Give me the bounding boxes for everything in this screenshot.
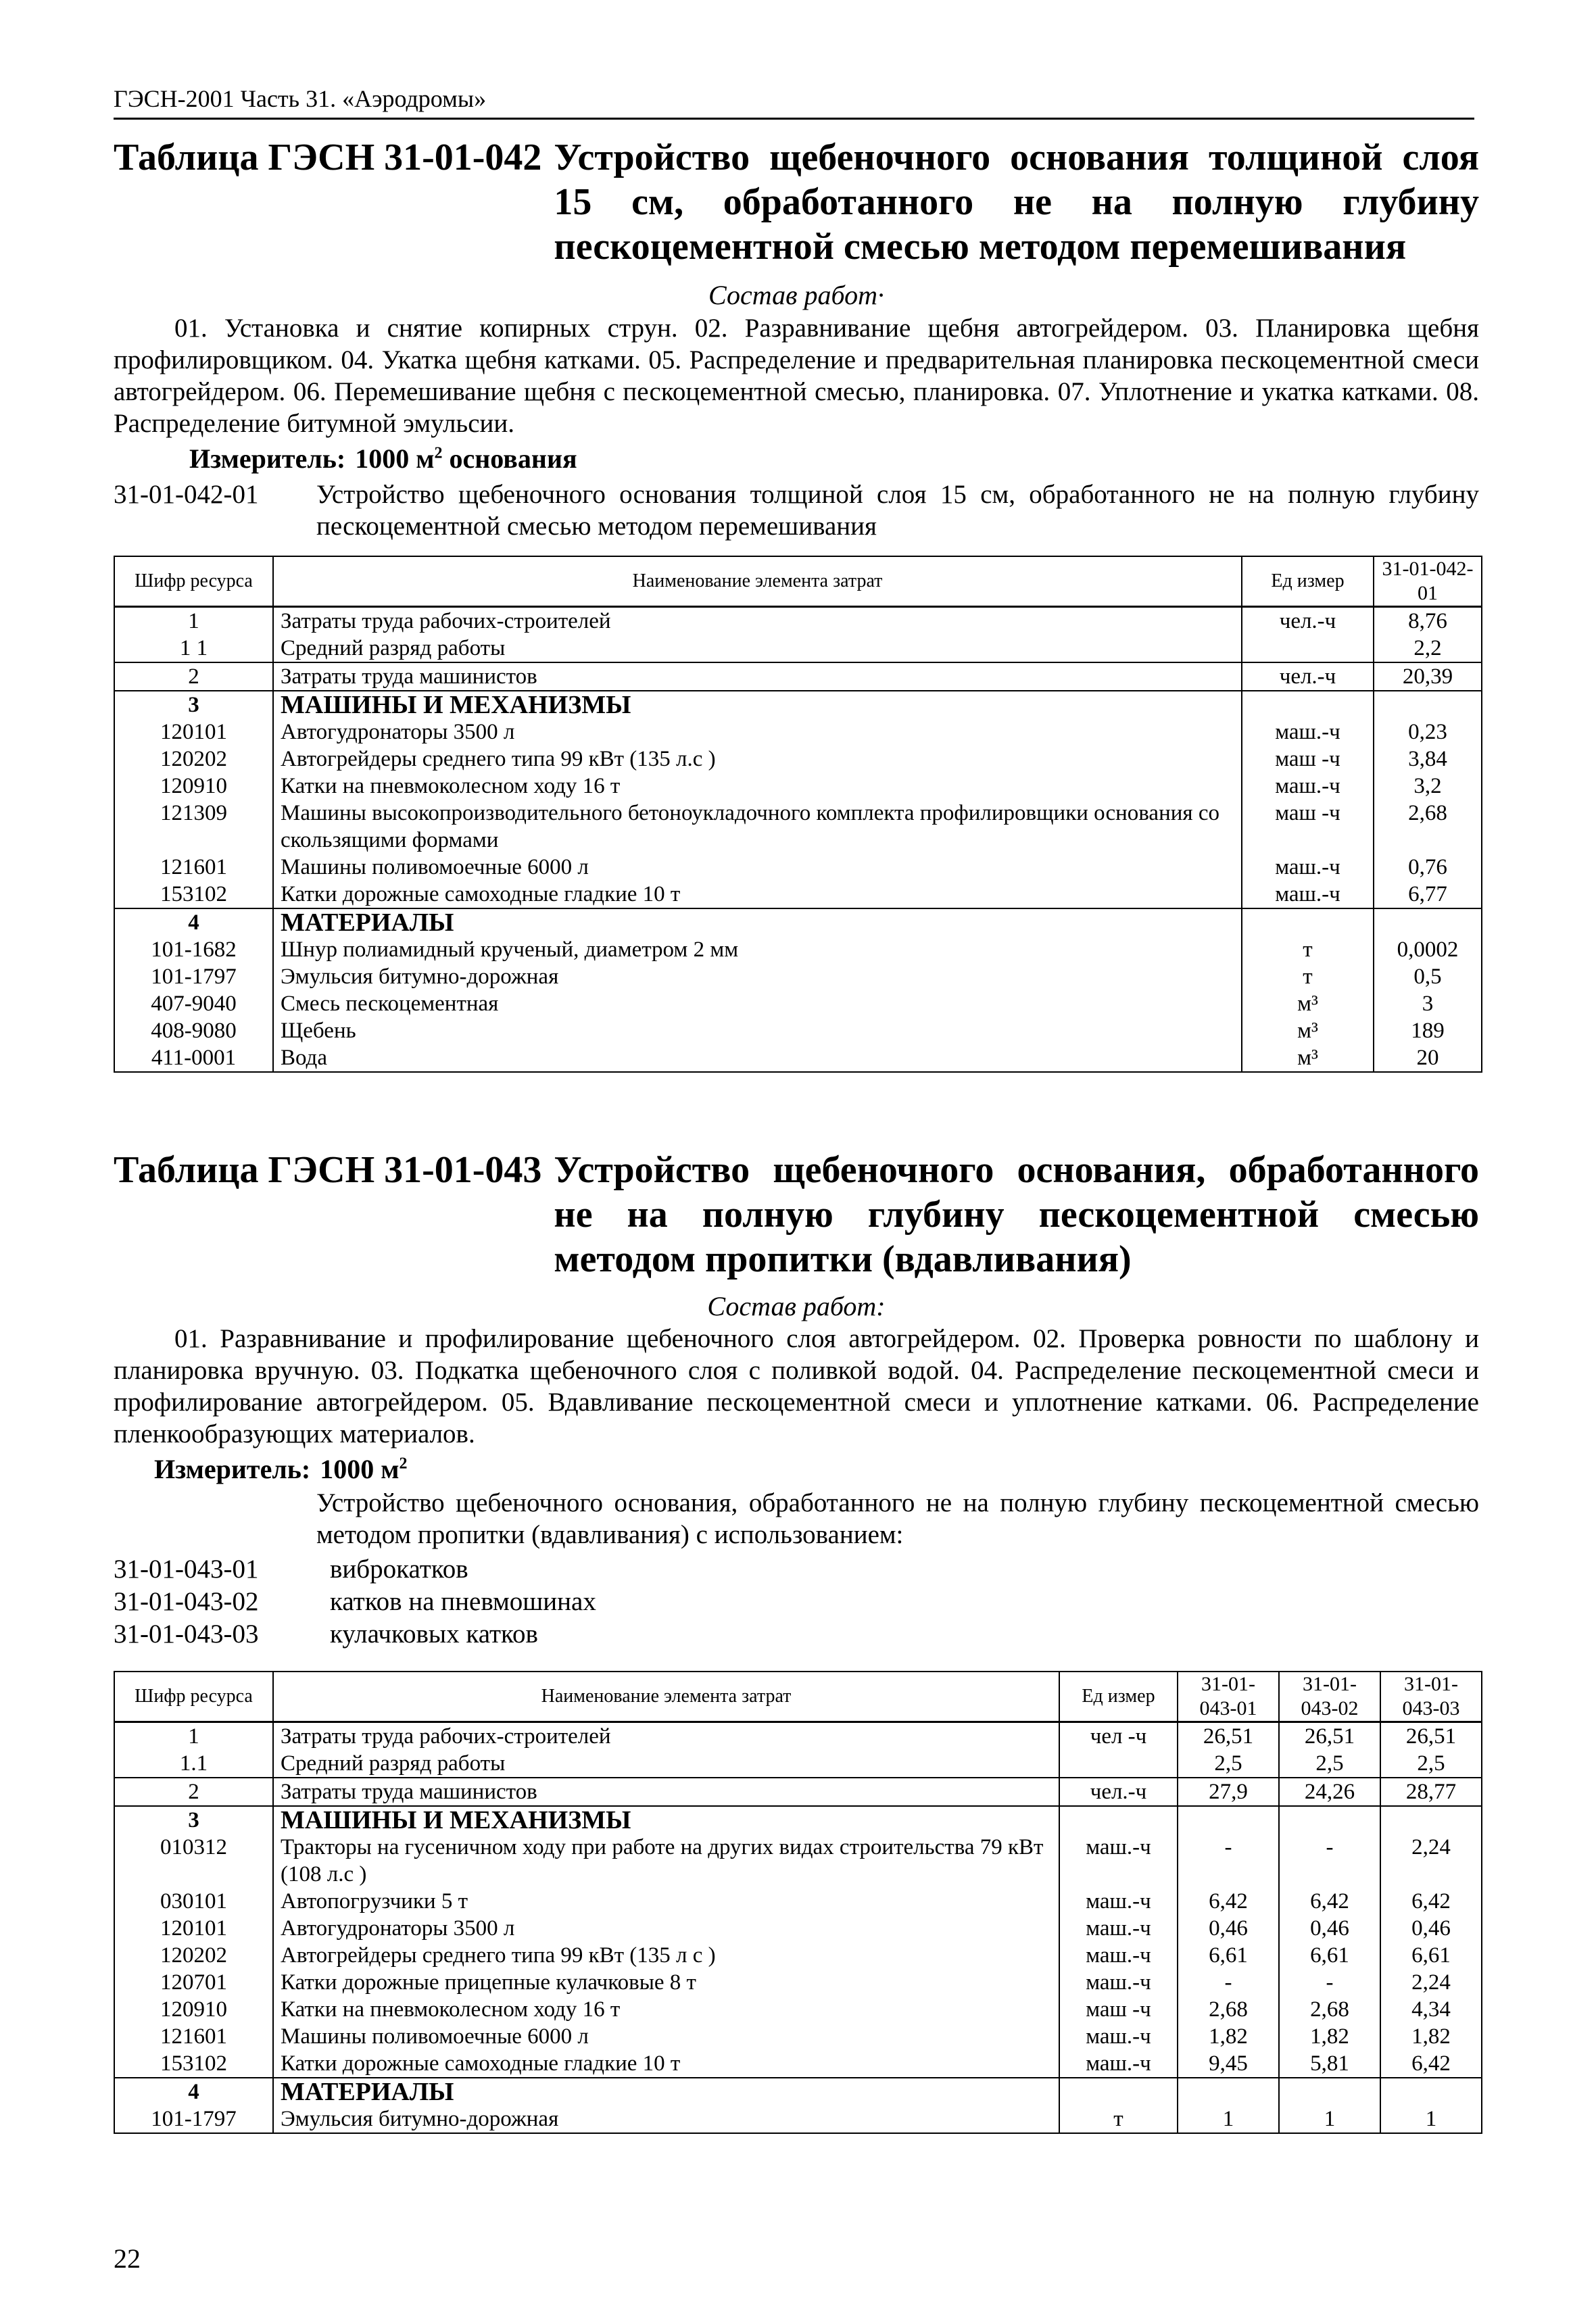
- table-row: [114, 2023, 1482, 2050]
- table-row: [114, 1969, 1482, 1996]
- resource-code: 407-9040: [114, 990, 273, 1017]
- resource-unit: [1242, 635, 1374, 662]
- resource-name: Затраты труда рабочих-строителей: [273, 1722, 1059, 1751]
- norm-value: 0,46: [1279, 1915, 1380, 1942]
- resource-unit: чел.-ч: [1059, 1778, 1178, 1806]
- measure-value: 1000 м: [355, 443, 435, 474]
- norm-value: 2,24: [1380, 1834, 1482, 1888]
- table-row: [114, 635, 1482, 662]
- norm-value: 1,82: [1380, 2023, 1482, 2050]
- table-row: [114, 718, 1482, 746]
- norm-value: 6,42: [1279, 1888, 1380, 1915]
- table-row: [114, 746, 1482, 773]
- table-row: [114, 1996, 1482, 2023]
- col-header-name: Наименование элемента затрат: [273, 556, 1242, 607]
- table-group-row: [114, 908, 1482, 936]
- norm-value: -: [1279, 1969, 1380, 1996]
- resource-code: 120101: [114, 1915, 273, 1942]
- resource-unit: т: [1059, 2105, 1178, 2133]
- norm-value: 3,84: [1374, 746, 1482, 773]
- norm-value: [1380, 1806, 1482, 1834]
- works-description: 01. Разравнивание и профилирование щебеночного слоя автогрейдером. 02. Проверка ровности по шаблону и планировка вручную. 03. Подкатка щебеночного слоя с поливкой водой. 04. Распределение пескоцементной смеси и профилирование автогрейдером. 05. Вдавливание пескоцементной смеси и уплотнение катками. 06. Распределение пленкообразующих материалов.: [114, 1324, 1479, 1448]
- resource-unit: [1059, 1750, 1178, 1778]
- norm-value: 20,39: [1374, 662, 1482, 691]
- measure-line: [189, 443, 577, 475]
- col-header-unit: Ед измер: [1059, 1672, 1178, 1722]
- resource-code: 1.1: [114, 1750, 273, 1778]
- resource-name: МАТЕРИАЛЫ: [273, 908, 1242, 936]
- resource-name: Средний разряд работы: [273, 635, 1242, 662]
- col-header-unit: Ед измер: [1242, 556, 1374, 607]
- resource-unit: маш.-ч: [1242, 881, 1374, 908]
- norm-value: 0,46: [1178, 1915, 1279, 1942]
- norm-value: 3,2: [1374, 773, 1482, 800]
- page-number: 22: [114, 2243, 141, 2274]
- resource-table-043: [114, 1671, 1482, 2134]
- resource-unit: чел.-ч: [1242, 662, 1374, 691]
- table-row: [114, 607, 1482, 635]
- resource-code: 4: [114, 2078, 273, 2105]
- col-header-norm: 31-01-043-02: [1279, 1672, 1380, 1722]
- resource-unit: [1059, 1806, 1178, 1834]
- measure-label: Измеритель:: [154, 1454, 311, 1484]
- norm-value: 1: [1178, 2105, 1279, 2133]
- measure-suffix: основания: [442, 443, 577, 474]
- table-row: [114, 1750, 1482, 1778]
- table-title-text: Устройство щебеночного основания толщиной слоя 15 см, обработанного не на полную глубину пескоцементной смесью методом перемешивания: [554, 137, 1479, 268]
- table-row: [114, 2050, 1482, 2078]
- resource-name: Машины высокопроизводительного бетоноукладочного комплекта профилировщики основания со скользящими формами: [273, 800, 1242, 854]
- resource-code: 121309: [114, 800, 273, 854]
- resource-code: 2: [114, 662, 273, 691]
- resource-code: 101-1682: [114, 936, 273, 963]
- resource-unit: маш -ч: [1059, 1996, 1178, 2023]
- resource-unit: маш.-ч: [1242, 773, 1374, 800]
- resource-unit: маш.-ч: [1059, 1834, 1178, 1888]
- norm-value: -: [1279, 1834, 1380, 1888]
- resource-code: 120202: [114, 746, 273, 773]
- resource-name: Катки на пневмоколесном ходу 16 т: [273, 1996, 1059, 2023]
- resource-unit: маш.-ч: [1059, 1888, 1178, 1915]
- norm-value: 28,77: [1380, 1778, 1482, 1806]
- resource-code: 120701: [114, 1969, 273, 1996]
- resource-name: Смесь пескоцементная: [273, 990, 1242, 1017]
- resource-code: 120910: [114, 773, 273, 800]
- resource-unit: маш.-ч: [1059, 1942, 1178, 1969]
- norm-description: катков на пневмошинах: [330, 1587, 596, 1616]
- resource-name: Автогрейдеры среднего типа 99 кВт (135 л.с ): [273, 746, 1242, 773]
- table-row: [114, 854, 1482, 881]
- measure-sup: 2: [434, 444, 443, 462]
- resource-code: 101-1797: [114, 963, 273, 990]
- norm-row: [114, 1618, 1479, 1650]
- table-row: [114, 1915, 1482, 1942]
- table-group-row: [114, 691, 1482, 718]
- norm-value: -: [1178, 1969, 1279, 1996]
- norm-value: 6,42: [1380, 1888, 1482, 1915]
- table-row: [114, 1888, 1482, 1915]
- resource-code: 1: [114, 1722, 273, 1751]
- resource-code: 408-9080: [114, 1017, 273, 1044]
- resource-name: Шнур полиамидный крученый, диаметром 2 мм: [273, 936, 1242, 963]
- norm-value: [1279, 1806, 1380, 1834]
- norm-value: 2,68: [1374, 800, 1482, 854]
- page-header: ГЭСН-2001 Часть 31. «Аэродромы»: [114, 82, 1474, 120]
- norm-value: 0,76: [1374, 854, 1482, 881]
- resource-code: 2: [114, 1778, 273, 1806]
- norm-value: 2,5: [1279, 1750, 1380, 1778]
- resource-code: 3: [114, 1806, 273, 1834]
- resource-table-042: [114, 556, 1482, 1073]
- norm-value: 9,45: [1178, 2050, 1279, 2078]
- norm-value: 6,42: [1178, 1888, 1279, 1915]
- norm-value: 2,68: [1178, 1996, 1279, 2023]
- resource-name: Затраты труда машинистов: [273, 1778, 1059, 1806]
- measure-label: Измеритель:: [189, 443, 346, 474]
- resource-name: Катки дорожные самоходные гладкие 10 т: [273, 2050, 1059, 2078]
- resource-name: Затраты труда рабочих-строителей: [273, 607, 1242, 635]
- resource-code: 120910: [114, 1996, 273, 2023]
- col-header-norm: 31-01-043-03: [1380, 1672, 1482, 1722]
- norm-value: 3: [1374, 990, 1482, 1017]
- resource-unit: маш.-ч: [1059, 2050, 1178, 2078]
- measure-line: [154, 1453, 407, 1486]
- col-header-code: Шифр ресурса: [114, 1672, 273, 1722]
- col-header-name: Наименование элемента затрат: [273, 1672, 1059, 1722]
- norm-value: [1178, 2078, 1279, 2105]
- resource-name: Катки на пневмоколесном ходу 16 т: [273, 773, 1242, 800]
- resource-code: 411-0001: [114, 1044, 273, 1072]
- resource-code: 010312: [114, 1834, 273, 1888]
- resource-unit: м³: [1242, 1044, 1374, 1072]
- resource-name: Эмульсия битумно-дорожная: [273, 963, 1242, 990]
- table-label: Таблица ГЭСН 31-01-042: [114, 137, 542, 178]
- table-group-row: [114, 2078, 1482, 2105]
- table-row: [114, 773, 1482, 800]
- resource-unit: т: [1242, 936, 1374, 963]
- norm-value: 0,0002: [1374, 936, 1482, 963]
- norm-value: 1,82: [1279, 2023, 1380, 2050]
- resource-name: Автогудронаторы 3500 л: [273, 718, 1242, 746]
- table-row: [114, 1017, 1482, 1044]
- resource-name: МАТЕРИАЛЫ: [273, 2078, 1059, 2105]
- norm-value: 27,9: [1178, 1778, 1279, 1806]
- norm-value: [1380, 2078, 1482, 2105]
- norm-code: 31-01-043-03: [114, 1619, 259, 1649]
- norm-value: 20: [1374, 1044, 1482, 1072]
- norm-value: [1279, 2078, 1380, 2105]
- norm-description: виброкатков: [330, 1555, 468, 1584]
- resource-name: Машины поливомоечные 6000 л: [273, 2023, 1059, 2050]
- measure-value: 1000 м: [320, 1454, 400, 1484]
- resource-code: 101-1797: [114, 2105, 273, 2133]
- norm-row: [114, 1553, 1479, 1585]
- norm-value: 6,61: [1279, 1942, 1380, 1969]
- resource-name: Катки дорожные самоходные гладкие 10 т: [273, 881, 1242, 908]
- works-heading: Состав работ:: [707, 1291, 886, 1321]
- norm-value: 0,5: [1374, 963, 1482, 990]
- resource-name: Автопогрузчики 5 т: [273, 1888, 1059, 1915]
- table-title-text: Устройство щебеночного основания, обработанного не на полную глубину пескоцементной смесью методом пропитки (вдавливания): [554, 1149, 1479, 1280]
- norm-code: 31-01-042-01: [114, 480, 259, 509]
- resource-unit: м³: [1242, 990, 1374, 1017]
- resource-unit: [1242, 908, 1374, 936]
- resource-code: 120101: [114, 718, 273, 746]
- norm-value: 189: [1374, 1017, 1482, 1044]
- norm-value: 1: [1279, 2105, 1380, 2133]
- norm-value: 6,77: [1374, 881, 1482, 908]
- resource-unit: м³: [1242, 1017, 1374, 1044]
- table-row: [114, 1942, 1482, 1969]
- resource-code: 1 1: [114, 635, 273, 662]
- works-heading: Состав работ·: [708, 280, 884, 310]
- measure-sup: 2: [399, 1455, 408, 1473]
- norm-value: 2,5: [1178, 1750, 1279, 1778]
- table-row: [114, 963, 1482, 990]
- resource-name: Машины поливомоечные 6000 л: [273, 854, 1242, 881]
- norm-value: 0,46: [1380, 1915, 1482, 1942]
- norm-value: 8,76: [1374, 607, 1482, 635]
- resource-unit: чел -ч: [1059, 1722, 1178, 1751]
- resource-unit: маш -ч: [1242, 800, 1374, 854]
- table-title-043: [114, 1148, 1479, 1282]
- norm-value: 24,26: [1279, 1778, 1380, 1806]
- norm-intro: Устройство щебеночного основания, обработанного не на полную глубину пескоцементной смесью методом пропитки (вдавливания) с использованием:: [316, 1488, 1479, 1549]
- norm-value: 26,51: [1380, 1722, 1482, 1751]
- norm-row: [114, 1586, 1479, 1617]
- resource-code: 1: [114, 607, 273, 635]
- resource-code: 153102: [114, 2050, 273, 2078]
- table-title-042: [114, 135, 1479, 269]
- table-group-row: [114, 1806, 1482, 1834]
- works-description: 01. Установка и снятие копирных струн. 02. Разравнивание щебня автогрейдером. 03. Планировка щебня профилировщиком. 04. Укатка щебня катками. 05. Распределение и предварительная планировка пескоцементной смеси автогрейдером. 06. Перемешивание щебня с пескоцементной смесью, планировка. 07. Уплотнение и укатка катками. 08. Распределение битумной эмульсии.: [114, 314, 1479, 438]
- resource-code: 3: [114, 691, 273, 718]
- table-row: [114, 2105, 1482, 2133]
- resource-unit: маш.-ч: [1059, 1915, 1178, 1942]
- resource-name: Затраты труда машинистов: [273, 662, 1242, 691]
- norm-value: 26,51: [1178, 1722, 1279, 1751]
- norm-value: 2,2: [1374, 635, 1482, 662]
- resource-unit: [1242, 691, 1374, 718]
- resource-unit: чел.-ч: [1242, 607, 1374, 635]
- resource-unit: т: [1242, 963, 1374, 990]
- norm-description: Устройство щебеночного основания толщиной слоя 15 см, обработанного не на полную глубину пескоцементной смесью методом перемешивания: [316, 480, 1479, 541]
- norm-row: [114, 479, 1479, 542]
- norm-value: 6,61: [1178, 1942, 1279, 1969]
- table-row: [114, 881, 1482, 908]
- table-row: [114, 990, 1482, 1017]
- col-header-norm: 31-01-042-01: [1374, 556, 1482, 607]
- resource-code: 121601: [114, 2023, 273, 2050]
- norm-value: 2,68: [1279, 1996, 1380, 2023]
- norm-value: [1178, 1806, 1279, 1834]
- resource-name: Тракторы на гусеничном ходу при работе на других видах строительства 79 кВт (108 л.с ): [273, 1834, 1059, 1888]
- norm-value: 1,82: [1178, 2023, 1279, 2050]
- resource-unit: маш.-ч: [1242, 854, 1374, 881]
- norm-code: 31-01-043-01: [114, 1555, 259, 1584]
- resource-unit: маш.-ч: [1059, 1969, 1178, 1996]
- resource-unit: [1059, 2078, 1178, 2105]
- table-row: [114, 936, 1482, 963]
- norm-value: 2,24: [1380, 1969, 1482, 1996]
- norm-value: 0,23: [1374, 718, 1482, 746]
- norm-value: [1374, 908, 1482, 936]
- norm-value: 6,42: [1380, 2050, 1482, 2078]
- resource-name: Щебень: [273, 1017, 1242, 1044]
- norm-value: 6,61: [1380, 1942, 1482, 1969]
- resource-name: МАШИНЫ И МЕХАНИЗМЫ: [273, 691, 1242, 718]
- norm-value: 1: [1380, 2105, 1482, 2133]
- norm-description: кулачковых катков: [330, 1619, 538, 1649]
- norm-value: 26,51: [1279, 1722, 1380, 1751]
- norm-value: [1374, 691, 1482, 718]
- resource-name: МАШИНЫ И МЕХАНИЗМЫ: [273, 1806, 1059, 1834]
- col-header-norm: 31-01-043-01: [1178, 1672, 1279, 1722]
- resource-name: Средний разряд работы: [273, 1750, 1059, 1778]
- col-header-code: Шифр ресурса: [114, 556, 273, 607]
- norm-value: 4,34: [1380, 1996, 1482, 2023]
- table-row: [114, 1722, 1482, 1751]
- resource-name: Автогудронаторы 3500 л: [273, 1915, 1059, 1942]
- resource-name: Эмульсия битумно-дорожная: [273, 2105, 1059, 2133]
- table-row: [114, 1834, 1482, 1888]
- resource-code: 030101: [114, 1888, 273, 1915]
- resource-unit: маш.-ч: [1242, 718, 1374, 746]
- norm-value: 2,5: [1380, 1750, 1482, 1778]
- resource-code: 120202: [114, 1942, 273, 1969]
- resource-code: 153102: [114, 881, 273, 908]
- table-row: [114, 662, 1482, 691]
- norm-value: -: [1178, 1834, 1279, 1888]
- resource-name: Вода: [273, 1044, 1242, 1072]
- resource-code: 121601: [114, 854, 273, 881]
- table-row: [114, 800, 1482, 854]
- table-row: [114, 1044, 1482, 1072]
- resource-code: 4: [114, 908, 273, 936]
- resource-unit: маш -ч: [1242, 746, 1374, 773]
- table-label: Таблица ГЭСН 31-01-043: [114, 1149, 542, 1191]
- norm-value: 5,81: [1279, 2050, 1380, 2078]
- resource-name: Автогрейдеры среднего типа 99 кВт (135 л с ): [273, 1942, 1059, 1969]
- table-row: [114, 1778, 1482, 1806]
- norm-code: 31-01-043-02: [114, 1587, 259, 1616]
- resource-name: Катки дорожные прицепные кулачковые 8 т: [273, 1969, 1059, 1996]
- resource-unit: маш.-ч: [1059, 2023, 1178, 2050]
